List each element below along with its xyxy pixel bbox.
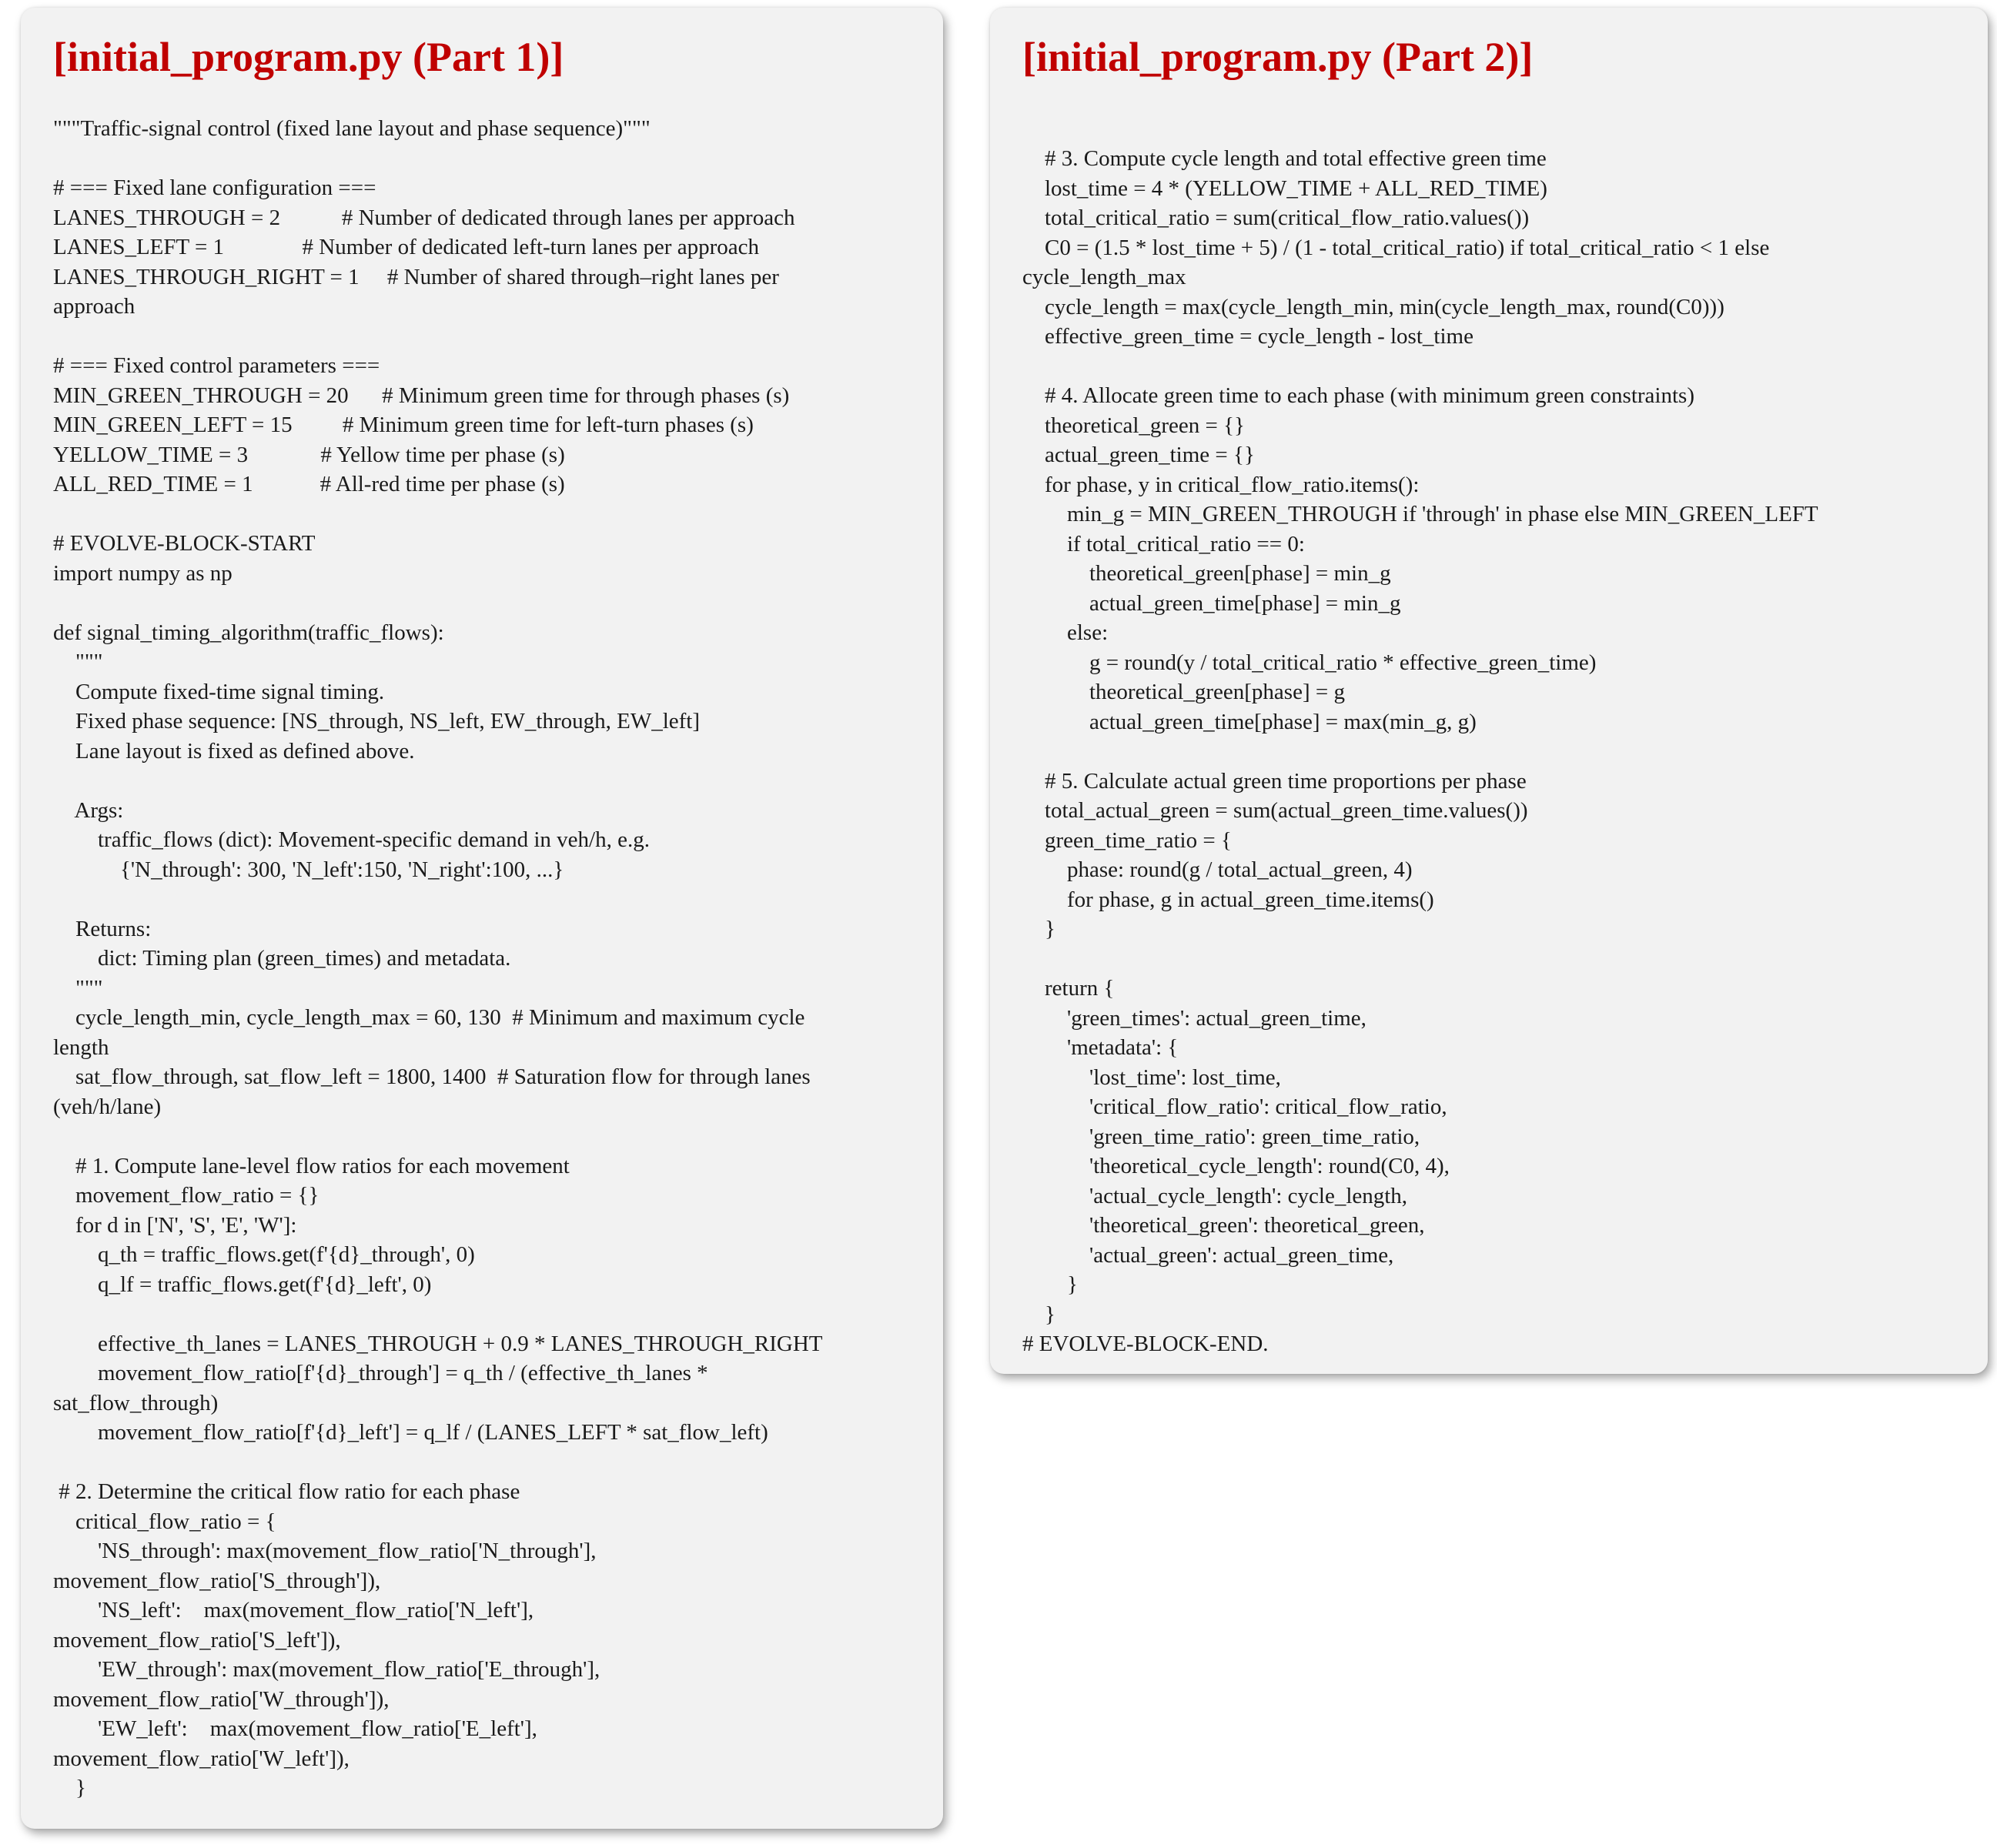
code-line: approach bbox=[53, 294, 135, 319]
code-line: movement_flow_ratio['S_through']), bbox=[53, 1568, 381, 1593]
code-line: if total_critical_ratio == 0: bbox=[1022, 531, 1305, 556]
code-line: q_th = traffic_flows.get(f'{d}_through', 0) bbox=[53, 1242, 475, 1267]
code-line: def signal_timing_algorithm(traffic_flows): bbox=[53, 620, 444, 645]
code-line bbox=[53, 1448, 823, 1478]
code-line: theoretical_green[phase] = g bbox=[1022, 680, 1345, 704]
code-line: Returns: bbox=[53, 916, 152, 941]
code-line: movement_flow_ratio['S_left']), bbox=[53, 1627, 341, 1653]
code-line: 'actual_green': actual_green_time, bbox=[1022, 1242, 1394, 1268]
code-line: 'lost_time': lost_time, bbox=[1022, 1064, 1281, 1090]
code-line: 'NS_left': max(movement_flow_ratio['N_left'], bbox=[53, 1598, 534, 1622]
code-line bbox=[53, 500, 823, 530]
code-line: 'EW_left': max(movement_flow_ratio['E_left'], bbox=[53, 1716, 537, 1741]
code-line: (veh/h/lane) bbox=[53, 1094, 162, 1119]
code-line: movement_flow_ratio[f'{d}_left'] = q_lf / (LANES_LEFT * sat_flow_left) bbox=[53, 1420, 768, 1445]
code-line: actual_green_time[phase] = max(min_g, g) bbox=[1022, 709, 1477, 734]
code-line: phase: round(g / total_actual_green, 4) bbox=[1022, 857, 1413, 882]
code-line: Lane layout is fixed as defined above. bbox=[53, 738, 415, 764]
code-line: Fixed phase sequence: [NS_through, NS_left, EW_through, EW_left] bbox=[53, 709, 701, 734]
code-line bbox=[53, 322, 823, 352]
code-line bbox=[53, 884, 823, 914]
code-line: cycle_length_min, cycle_length_max = 60, 130 # Minimum and maximum cycle bbox=[53, 1005, 805, 1030]
code-line: MIN_GREEN_LEFT = 15 # Minimum green time for left-turn phases (s) bbox=[53, 413, 754, 437]
code-line: # 4. Allocate green time to each phase (with minimum green constraints) bbox=[1022, 383, 1694, 408]
code-line: MIN_GREEN_THROUGH = 20 # Minimum green time for through phases (s) bbox=[53, 383, 790, 408]
code-line: # 2. Determine the critical flow ratio for each phase bbox=[53, 1479, 520, 1504]
code-line: LANES_LEFT = 1 # Number of dedicated left-turn lanes per approach bbox=[53, 235, 759, 259]
code-line: movement_flow_ratio['W_left']), bbox=[53, 1746, 350, 1771]
code-line: } bbox=[1022, 1272, 1078, 1297]
code-line: {'N_through': 300, 'N_left':150, 'N_right':100, ...} bbox=[53, 857, 564, 882]
code-line: for phase, g in actual_green_time.items() bbox=[1022, 887, 1434, 912]
code-line: for phase, y in critical_flow_ratio.items(): bbox=[1022, 472, 1420, 497]
code-line: movement_flow_ratio = {} bbox=[53, 1183, 319, 1208]
code-line: } bbox=[1022, 917, 1055, 941]
code-panel-part-2 bbox=[990, 8, 1988, 1374]
code-line: sat_flow_through, sat_flow_left = 1800, 1400 # Saturation flow for through lanes bbox=[53, 1064, 811, 1089]
code-line: effective_th_lanes = LANES_THROUGH + 0.9 * LANES_THROUGH_RIGHT bbox=[53, 1331, 823, 1356]
code-line: """ bbox=[53, 650, 103, 674]
code-line: movement_flow_ratio[f'{d}_through'] = q_th / (effective_th_lanes * bbox=[53, 1361, 708, 1385]
code-line: total_critical_ratio = sum(critical_flow_ratio.values()) bbox=[1022, 206, 1530, 230]
code-line: 'actual_cycle_length': cycle_length, bbox=[1022, 1183, 1408, 1208]
code-line bbox=[1022, 737, 1818, 767]
code-line: } bbox=[53, 1776, 86, 1800]
code-line: # EVOLVE-BLOCK-START bbox=[53, 531, 316, 556]
code-line: Args: bbox=[53, 797, 124, 823]
code-line: traffic_flows (dict): Movement-specific demand in veh/h, e.g. bbox=[53, 827, 650, 852]
code-line: green_time_ratio = { bbox=[1022, 827, 1232, 853]
code-line: C0 = (1.5 * lost_time + 5) / (1 - total_critical_ratio) if total_critical_ratio < 1 else bbox=[1022, 235, 1770, 260]
code-line: theoretical_green[phase] = min_g bbox=[1022, 561, 1391, 586]
panel-title: [initial_program.py (Part 2)] bbox=[1022, 34, 1534, 80]
code-line: 'metadata': { bbox=[1022, 1035, 1179, 1060]
code-line bbox=[53, 1299, 823, 1329]
code-line: } bbox=[1022, 1302, 1055, 1327]
code-line: # 3. Compute cycle length and total effective green time bbox=[1022, 146, 1547, 171]
code-line: 'green_time_ratio': green_time_ratio, bbox=[1022, 1124, 1420, 1149]
code-line: theoretical_green = {} bbox=[1022, 413, 1245, 438]
code-line: movement_flow_ratio['W_through']), bbox=[53, 1686, 390, 1712]
code-line: dict: Timing plan (green_times) and metadata. bbox=[53, 946, 511, 971]
code-line: """ bbox=[53, 975, 103, 1001]
code-panel-part-1 bbox=[21, 8, 943, 1829]
code-line: critical_flow_ratio = { bbox=[53, 1509, 276, 1534]
code-line: effective_green_time = cycle_length - lost_time bbox=[1022, 324, 1473, 349]
code-line: ALL_RED_TIME = 1 # All-red time per phase (s) bbox=[53, 472, 565, 496]
code-line: # === Fixed lane configuration === bbox=[53, 175, 376, 200]
code-line: # EVOLVE-BLOCK-END. bbox=[1022, 1332, 1269, 1356]
code-line: actual_green_time[phase] = min_g bbox=[1022, 590, 1401, 616]
code-line: total_actual_green = sum(actual_green_time.values()) bbox=[1022, 798, 1528, 823]
code-line: g = round(y / total_critical_ratio * effective_green_time) bbox=[1022, 650, 1597, 675]
code-line: YELLOW_TIME = 3 # Yellow time per phase (s) bbox=[53, 442, 565, 467]
code-line: 'theoretical_green': theoretical_green, bbox=[1022, 1213, 1425, 1238]
code-line: 'NS_through': max(movement_flow_ratio['N_through'], bbox=[53, 1539, 597, 1563]
code-block bbox=[1022, 144, 1818, 1359]
code-line: else: bbox=[1022, 620, 1109, 645]
code-line: for d in ['N', 'S', 'E', 'W']: bbox=[53, 1212, 297, 1238]
code-line: 'green_times': actual_green_time, bbox=[1022, 1005, 1366, 1031]
code-line: 'critical_flow_ratio': critical_flow_ratio, bbox=[1022, 1094, 1447, 1119]
code-line: cycle_length = max(cycle_length_min, min(cycle_length_max, round(C0))) bbox=[1022, 294, 1724, 319]
code-line: # === Fixed control parameters === bbox=[53, 353, 380, 378]
code-line bbox=[1022, 352, 1818, 382]
code-line: min_g = MIN_GREEN_THROUGH if 'through' in phase else MIN_GREEN_LEFT bbox=[1022, 502, 1818, 526]
code-line: length bbox=[53, 1034, 109, 1060]
code-line bbox=[53, 1121, 823, 1151]
code-line bbox=[53, 588, 823, 618]
code-block bbox=[53, 114, 823, 1803]
code-line: 'EW_through': max(movement_flow_ratio['E_through'], bbox=[53, 1657, 600, 1682]
code-line: q_lf = traffic_flows.get(f'{d}_left', 0) bbox=[53, 1272, 432, 1297]
code-line: lost_time = 4 * (YELLOW_TIME + ALL_RED_TIME) bbox=[1022, 175, 1547, 201]
code-line bbox=[53, 144, 823, 174]
code-line: LANES_THROUGH = 2 # Number of dedicated through lanes per approach bbox=[53, 205, 795, 230]
code-line: 'theoretical_cycle_length': round(C0, 4), bbox=[1022, 1154, 1450, 1178]
code-line: Compute fixed-time signal timing. bbox=[53, 679, 385, 704]
code-line bbox=[1022, 944, 1818, 974]
code-line: """Traffic-signal control (fixed lane layout and phase sequence)""" bbox=[53, 116, 651, 141]
panel-title: [initial_program.py (Part 1)] bbox=[53, 34, 564, 80]
code-line: cycle_length_max bbox=[1022, 265, 1186, 289]
code-line: # 1. Compute lane-level flow ratios for each movement bbox=[53, 1153, 570, 1178]
code-line bbox=[53, 766, 823, 796]
code-line: actual_green_time = {} bbox=[1022, 443, 1255, 467]
code-line: sat_flow_through) bbox=[53, 1390, 219, 1415]
code-line: LANES_THROUGH_RIGHT = 1 # Number of shared through–right lanes per bbox=[53, 264, 779, 289]
code-line: # 5. Calculate actual green time proportions per phase bbox=[1022, 768, 1527, 794]
code-line: import numpy as np bbox=[53, 560, 232, 586]
code-line: return { bbox=[1022, 976, 1115, 1001]
